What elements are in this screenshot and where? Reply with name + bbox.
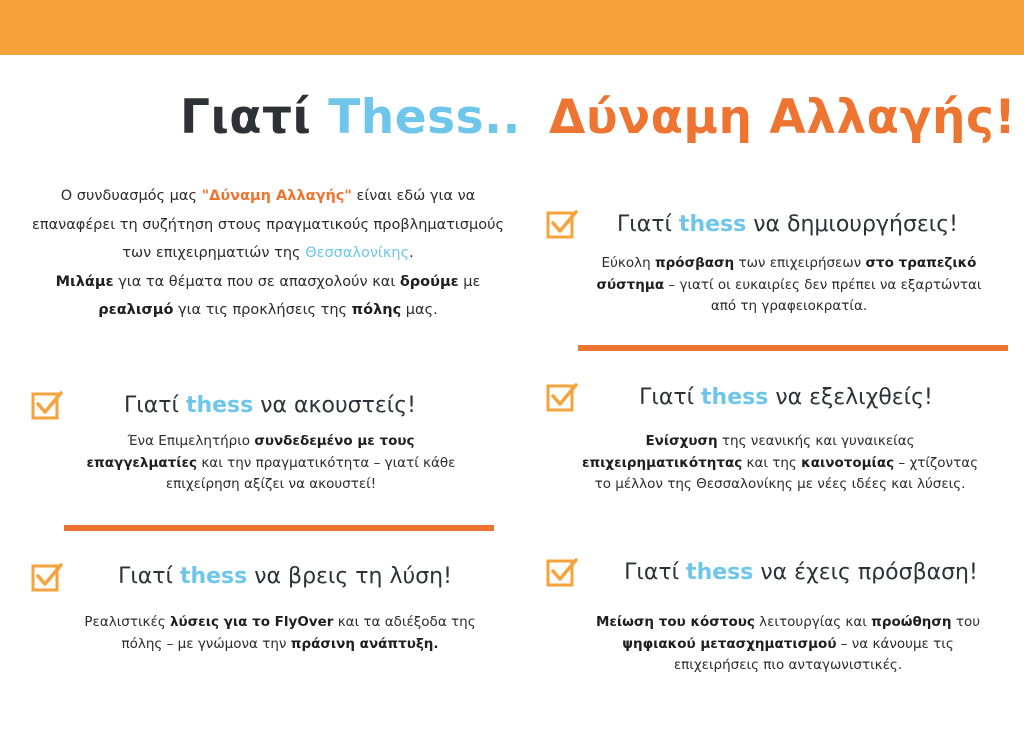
evolve-heading: Γιατί thess να εξελιχθείς!	[639, 385, 933, 410]
create-text: Εύκολη πρόσβαση των επιχειρήσεων στο τραπεζικό σύστημα – γιατί οι ευκαιρίες δεν πρέπει να εξαρτώνται από τη γραφειοκρατία.	[596, 255, 982, 314]
solution-heading: Γιατί thess να βρεις τη λύση!	[118, 564, 452, 589]
access-text: Μείωση του κόστους λειτουργίας και προώθηση του ψηφιακού μετασχηματισμού – να κάνουμε τις επιχειρήσεις πιο ανταγωνιστικές.	[595, 614, 981, 673]
top-banner-bar	[0, 0, 1024, 55]
title-word-thess: Thess..	[328, 90, 521, 145]
slogan-title: Δύναμη Αλλαγής!	[549, 90, 1017, 145]
title-word-why: Γιατί	[180, 90, 312, 145]
solution-text: Ρεαλιστικές λύσεις για το FlyOver και τα αδιέξοδα της πόλης – με γνώμονα την πράσινη ανάπτυξη.	[84, 614, 476, 652]
access-heading: Γιατί thess να έχεις πρόσβαση!	[624, 560, 978, 585]
slogan-quote: "Δύναμη Αλλαγής"	[201, 188, 352, 204]
checkbox-check-icon	[545, 208, 579, 240]
section-divider	[64, 525, 494, 531]
create-heading: Γιατί thess να δημιουργήσεις!	[617, 212, 958, 237]
checkbox-check-icon	[545, 381, 579, 413]
checkbox-check-icon	[30, 561, 64, 593]
city-name: Θεσσαλονίκης	[305, 245, 410, 261]
heard-text: Ένα Επιμελητήριο συνδεδεμένο με τους επαγγελματίες και την πραγματικότητα – γιατί κάθε επιχείρηση αξίζει να ακουστεί!	[86, 433, 456, 492]
page-title	[180, 90, 521, 145]
evolve-text: Ενίσχυση της νεανικής και γυναικείας επιχειρηματικότητας και της καινοτομίας – χτίζοντας το μέλλον της Θεσσαλονίκης με νέες ιδέες και λύσεις.	[581, 433, 979, 492]
checkbox-check-icon	[545, 556, 579, 588]
section-divider	[578, 345, 1008, 351]
checkbox-check-icon	[30, 389, 64, 421]
intro-paragraph: Ο συνδυασμός μας "Δύναμη Αλλαγής" είναι εδώ για να επαναφέρει τη συζήτηση στους πραγματικούς προβληματισμούς των επιχειρηματιών της Θεσσαλονίκης. Μιλάμε για τα θέματα που σε απασχολούν και δρούμε με ρεαλισμό για τις προκλήσεις της πόλης μας.	[32, 188, 504, 318]
heard-heading: Γιατί thess να ακουστείς!	[124, 393, 416, 418]
